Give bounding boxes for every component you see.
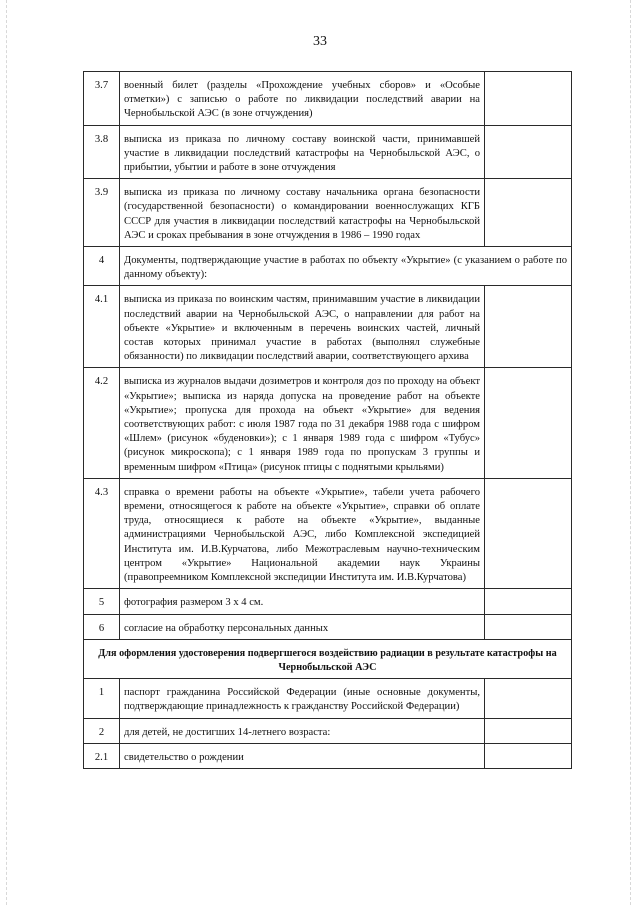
empty-cell (485, 679, 572, 718)
empty-cell (485, 286, 572, 368)
table-row (84, 679, 572, 718)
table-row (84, 743, 572, 768)
item-number: 3.7 (84, 72, 120, 126)
item-number: 1 (84, 679, 120, 718)
item-number: 3.9 (84, 179, 120, 247)
item-description: Документы, подтверждающие участие в работах по объекту «Укрытие» (с указанием о работе по данному объекту): (120, 247, 572, 286)
table-row (84, 179, 572, 247)
item-number: 4.3 (84, 478, 120, 588)
right-scan-edge (630, 0, 635, 905)
table-row (84, 247, 572, 286)
table-row (84, 589, 572, 614)
section-heading: Для оформления удостоверения подвергшегося воздействию радиации в результате катастрофы на Чернобыльской АЭС (84, 639, 572, 678)
item-number: 2 (84, 718, 120, 743)
table-row (84, 286, 572, 368)
item-number: 6 (84, 614, 120, 639)
item-description: свидетельство о рождении (120, 743, 485, 768)
table-row (84, 125, 572, 179)
left-scan-edge (6, 0, 11, 905)
empty-cell (485, 72, 572, 126)
documents-table-body (84, 72, 572, 640)
table-row (84, 718, 572, 743)
empty-cell (485, 614, 572, 639)
table-row (84, 478, 572, 588)
item-number: 4.2 (84, 368, 120, 478)
item-description: выписка из приказа по личному составу начальника органа безопасности (государственной безопасности) о командировании военнослужащих КГБ СССР для участия в ликвидации последствий катастрофы на Чернобыльской АЭС и сроках пребывания в зоне отчуждения в 1986 – 1990 годах (120, 179, 485, 247)
item-description: паспорт гражданина Российской Федерации (иные основные документы, подтверждающие принадлежность к гражданству Российской Федерации) (120, 679, 485, 718)
empty-cell (485, 589, 572, 614)
item-number: 3.8 (84, 125, 120, 179)
item-number: 2.1 (84, 743, 120, 768)
item-description: справка о времени работы на объекте «Укрытие», табели учета рабочего времени, относящегося к работе на объекте «Укрытие», справки об оплате труда, относящиеся к работе на объекте «Укрытие», выданные администрациями Чернобыльской АЭС, либо Комплексной экспедицией Института им. И.В.Курчатова, либо Межотраслевым научно-техническим центром «Укрытие» Национальной академии наук Украины (правопреемником Комплексной экспедиции Института им. И.В.Курчатова) (120, 478, 485, 588)
empty-cell (485, 478, 572, 588)
empty-cell (485, 179, 572, 247)
item-description: выписка из приказа по воинским частям, принимавшим участие в ликвидации последствий аварии на Чернобыльской АЭС, о направлении для работ на объекте «Укрытие» и включенным в перечень воинских частей, личный состав которых принимал участие в работах (выполнял служебные обязанности) по ликвидации последствий аварии, соответствующего архива (120, 286, 485, 368)
item-number: 4.1 (84, 286, 120, 368)
empty-cell (485, 125, 572, 179)
empty-cell (485, 368, 572, 478)
item-description: военный билет (разделы «Прохождение учебных сборов» и «Особые отметки») с записью о работе по ликвидации последствий аварии на Чернобыльской АЭС (в зоне отчуждения) (120, 72, 485, 126)
table-row (84, 72, 572, 126)
documents-table-body-2 (84, 679, 572, 769)
empty-cell (485, 718, 572, 743)
page-number: 33 (313, 34, 327, 49)
item-description: для детей, не достигших 14-летнего возраста: (120, 718, 485, 743)
documents-table (83, 71, 572, 769)
item-number: 5 (84, 589, 120, 614)
table-row (84, 368, 572, 478)
item-description: фотография размером 3 х 4 см. (120, 589, 485, 614)
item-number: 4 (84, 247, 120, 286)
item-description: согласие на обработку персональных данных (120, 614, 485, 639)
section-heading-row (84, 639, 572, 678)
table-row (84, 614, 572, 639)
item-description: выписка из приказа по личному составу воинской части, принимавшей участие в ликвидации последствий катастрофы на Чернобыльской АЭС, о прибытии, убытии и работе в зоне отчуждения (120, 125, 485, 179)
empty-cell (485, 743, 572, 768)
item-description: выписка из журналов выдачи дозиметров и контроля доз по проходу на объект «Укрытие»; выписка из наряда допуска на проведение работ на объекте «Укрытие»; пропуска для прохода на объект «Укрытие» для ведения соответствующих работ: с июля 1987 года по 31 декабря 1988 года с шифром «Шлем» (рисунок «буденовки»); с 1 января 1989 года с шифром «Тубус» (рисунок микроскопа); с 1 января 1989 года по пропускам 3 группы и временным шифром «Птица» (рисунок птицы с поднятыми крыльями) (120, 368, 485, 478)
